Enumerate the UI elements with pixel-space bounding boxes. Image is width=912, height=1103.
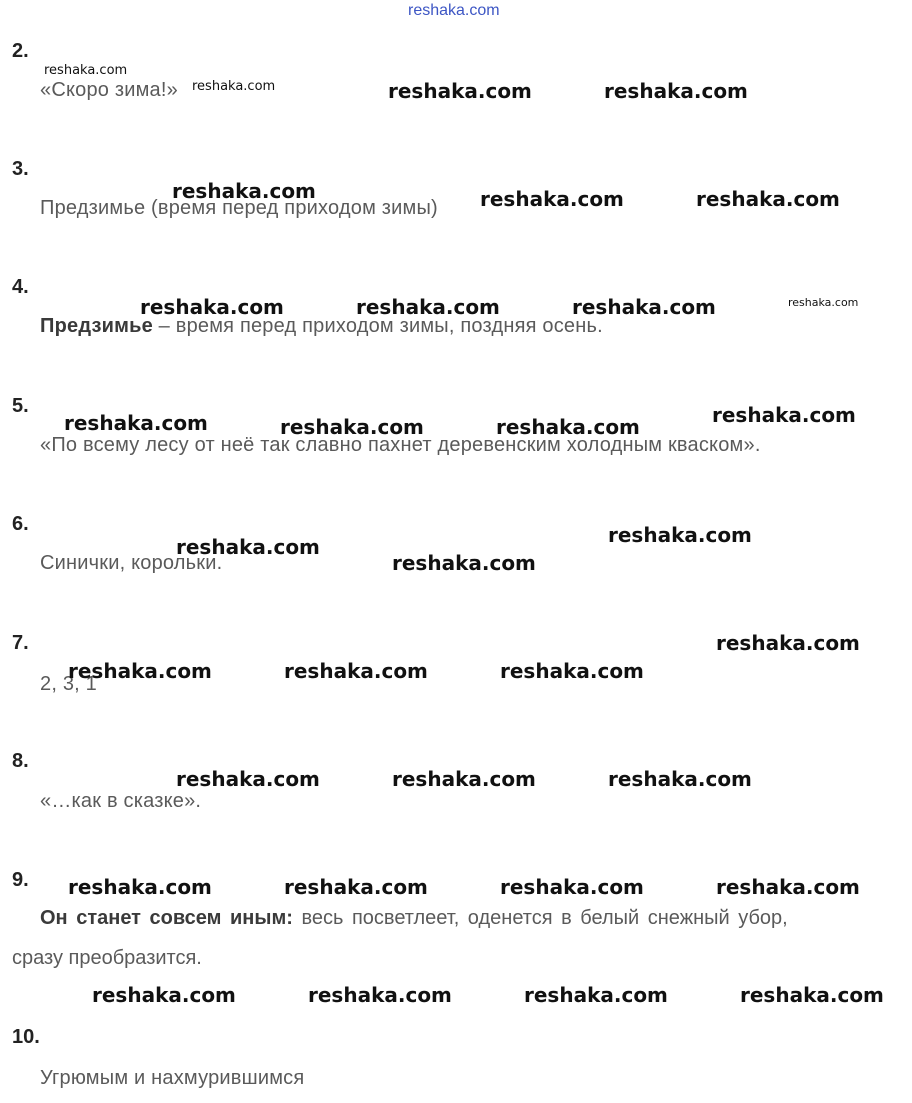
item-number: 6. — [12, 513, 29, 535]
answer-text: Синички, корольки. — [40, 552, 223, 574]
watermark: reshaka.com — [696, 187, 840, 211]
watermark: reshaka.com — [172, 179, 316, 203]
watermark: reshaka.com — [392, 767, 536, 791]
watermark: reshaka.com — [308, 983, 452, 1007]
watermark: reshaka.com — [572, 295, 716, 319]
watermark: reshaka.com — [44, 63, 128, 78]
watermark: reshaka.com — [788, 296, 859, 309]
watermark: reshaka.com — [500, 659, 644, 683]
watermark: reshaka.com — [284, 875, 428, 899]
watermark: reshaka.com — [140, 295, 284, 319]
watermark: reshaka.com — [524, 983, 668, 1007]
watermark: reshaka.com — [64, 411, 208, 435]
watermark: reshaka.com — [92, 983, 236, 1007]
answer-text: Угрюмым и нахмурившимся — [40, 1067, 305, 1089]
answer-line-2: сразу преобразится. — [12, 947, 202, 969]
item-number: 5. — [12, 395, 29, 417]
answer-text: 2, 3, 1 — [40, 673, 97, 695]
answer-definition: – время перед приходом зимы, поздняя осень. — [152, 315, 603, 337]
watermark: reshaka.com — [716, 875, 860, 899]
watermark: reshaka.com — [388, 79, 532, 103]
watermark: reshaka.com — [68, 659, 212, 683]
answer-text: «По всему лесу от неё так славно пахнет деревенским холодным кваском». — [40, 434, 761, 456]
watermark: reshaka.com — [608, 767, 752, 791]
answer-text — [40, 315, 603, 338]
answer-line-1: весь посветлеет, оденется в белый снежный убор, — [292, 907, 788, 929]
answer-text — [40, 907, 788, 930]
watermark: reshaka.com — [500, 875, 644, 899]
answer-term: Предзимье — [40, 315, 153, 337]
watermark: reshaka.com — [608, 523, 752, 547]
watermark: reshaka.com — [496, 415, 640, 439]
answer-text: «…как в сказке». — [40, 790, 202, 812]
watermark: reshaka.com — [480, 187, 624, 211]
watermark: reshaka.com — [392, 551, 536, 575]
item-number: 4. — [12, 276, 29, 298]
answer-text: Предзимье (время перед приходом зимы) — [40, 197, 438, 219]
watermark: reshaka.com — [712, 403, 856, 427]
item-number: 10. — [12, 1026, 40, 1048]
watermark: reshaka.com — [356, 295, 500, 319]
watermark: reshaka.com — [192, 79, 276, 94]
watermark: reshaka.com — [280, 415, 424, 439]
answer-lead: Он станет совсем иным: — [40, 907, 293, 929]
watermark: reshaka.com — [176, 767, 320, 791]
watermark: reshaka.com — [68, 875, 212, 899]
item-number: 9. — [12, 869, 29, 891]
site-link[interactable]: reshaka.com — [408, 2, 500, 19]
item-number: 2. — [12, 40, 29, 62]
watermark: reshaka.com — [604, 79, 748, 103]
item-number: 7. — [12, 632, 29, 654]
answer-text: «Скоро зима!» — [40, 79, 178, 101]
watermark: reshaka.com — [284, 659, 428, 683]
item-number: 8. — [12, 750, 29, 772]
watermark: reshaka.com — [176, 535, 320, 559]
watermark: reshaka.com — [740, 983, 884, 1007]
item-number: 3. — [12, 158, 29, 180]
watermark: reshaka.com — [716, 631, 860, 655]
